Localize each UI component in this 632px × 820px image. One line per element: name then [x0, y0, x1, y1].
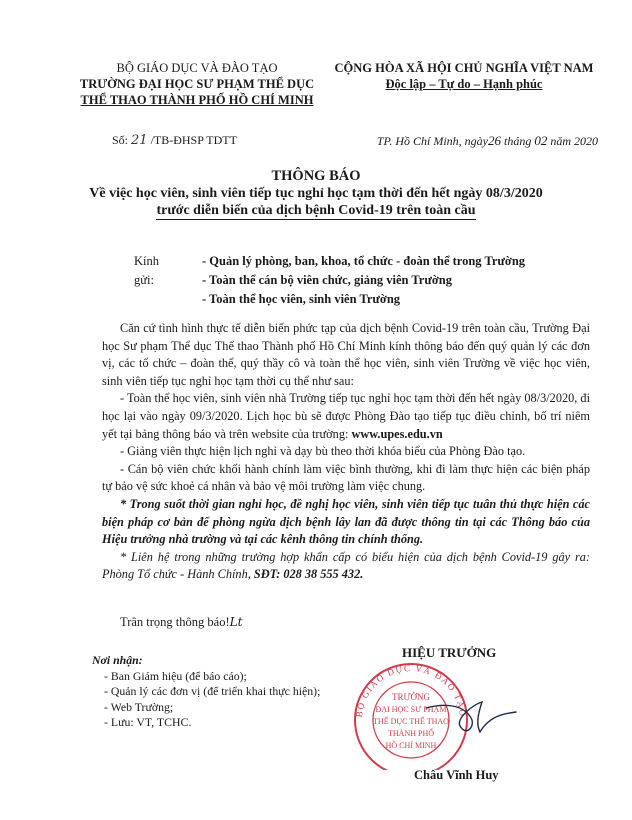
body-paragraph-emphasis: * Trong suốt thời gian nghỉ học, đề nghị học viên, sinh viên tiếp tục tuân thủ thực hiện các biện pháp cơ bản để phòng ngừa dịch bệnh lây lan đã được thông tin tại các Thông báo của Hiệu trưởng nhà trường và tại các kênh thông tin chính thống.: [102, 496, 590, 547]
document-number: Số: 21 /TB-ĐHSP TDTT: [112, 133, 237, 148]
official-seal-icon: [348, 662, 598, 770]
seal-line: ĐẠI HỌC SƯ PHẠM: [375, 705, 447, 714]
seal-and-signature: [348, 662, 598, 770]
seal-line: HỒ CHÍ MINH: [385, 741, 437, 750]
republic-name: CỘNG HÒA XÃ HỘI CHỦ NGHĨA VIỆT NAM: [334, 61, 594, 75]
body-paragraph: - Toàn thể học viên, sinh viên nhà Trường tiếp tục nghỉ học tạm thời đến hết ngày 08/3/2020, đi học lại vào ngày 09/3/2020. Lịch học bù sẽ được Phòng Đào tạo tiếp tục điều chỉnh, bố trí niêm yết tại bảng thông báo và trên website của trường: www.upes.edu.vn: [102, 391, 590, 441]
notice-body: [102, 320, 590, 584]
handwritten-number: 21: [131, 133, 148, 148]
noi-nhan-block: [92, 653, 352, 731]
notice-subject-line1: Về việc học viên, sinh viên tiếp tục nghỉ học tạm thời đến hết ngày 08/3/2020: [89, 186, 543, 201]
body-paragraph: Căn cứ tình hình thực tế diễn biến phức tạp của dịch bệnh Covid-19 trên toàn cầu, Trường Đại học Sư phạm Thể dục Thể thao Thành phố Hồ Chí Minh kính thông báo đến quý quản lý các đơn vị, các tổ chức – đoàn thể, quý thầy cô và toàn thể học viên, sinh viên Trường về việc học viên, sinh viên tiếp tục nghỉ học tạm thời cụ thể như sau:: [102, 321, 590, 388]
contact-phone: SĐT: 028 38 555 432.: [253, 567, 364, 582]
recipient-item: - Toàn thể cán bộ viên chức, giảng viên Trường: [202, 273, 452, 287]
motto: Độc lập – Tự do – Hạnh phúc: [385, 77, 543, 91]
recipient-item: - Quản lý phòng, ban, khoa, tổ chức - đoàn thể trong Trường: [202, 254, 526, 268]
closing-line: Trân trọng thông báo!Lt: [120, 615, 243, 629]
signer-name: Châu Vĩnh Huy: [414, 768, 499, 782]
notice-subject-line2: trước diễn biến của dịch bệnh Covid-19 trên toàn cầu: [156, 203, 476, 218]
university-name-line2: THỂ THAO THÀNH PHỐ HỒ CHÍ MINH: [80, 93, 314, 107]
recipient-item: - Toàn thể học viên, sinh viên Trường: [202, 292, 401, 306]
date-line: TP. Hồ Chí Minh, ngày26 tháng 02 năm 2020: [376, 133, 598, 148]
body-paragraph-contact: * Liên hệ trong những trường hợp khẩn cấp có biểu hiện của dịch bệnh Covid-19 gây ra: Phòng Tổ chức - Hành Chính, SĐT: 028 38 555 432.: [102, 549, 590, 582]
recipient-list: [202, 252, 602, 309]
noi-nhan-item: - Web Trường;: [104, 699, 174, 714]
body-paragraph: - Cán bộ viên chức khối hành chính làm việc bình thường, khi đi làm thực hiện các biện pháp tự bảo vệ sức khoẻ cá nhân và bảo vệ môi trường làm việc chung.: [102, 461, 590, 494]
handwritten-month: 02: [534, 133, 548, 148]
seal-line: TRƯỜNG: [392, 692, 430, 702]
notice-title: [60, 168, 572, 219]
noi-nhan-label: Nơi nhận:: [92, 653, 143, 667]
ministry-name: BỘ GIÁO DỤC VÀ ĐÀO TẠO: [116, 61, 278, 75]
seal-line: THÀNH PHỐ: [388, 729, 434, 738]
website-link: www.upes.edu.vn: [351, 426, 443, 441]
university-name-line1: TRƯỜNG ĐẠI HỌC SƯ PHẠM THỂ DỤC: [79, 77, 315, 91]
noi-nhan-item: - Lưu: VT, TCHC.: [104, 715, 192, 729]
signer-title: HIỆU TRƯỞNG: [402, 645, 497, 660]
handwritten-day: 26: [487, 133, 501, 148]
seal-line: THỂ DỤC THỂ THAO: [373, 717, 449, 726]
noi-nhan-item: - Ban Giám hiệu (để báo cáo);: [104, 668, 247, 683]
header-left: [62, 60, 332, 108]
header-right: [330, 60, 598, 92]
kinh-gui-label: Kính gửi:: [134, 254, 159, 287]
noi-nhan-item: - Quản lý các đơn vị (để triển khai thực hiện);: [104, 684, 321, 698]
seal-ring-text: BỘ GIÁO DỤC VÀ ĐÀO TẠO: [353, 662, 469, 718]
handwritten-initial: Lt: [229, 615, 243, 629]
notice-heading: THÔNG BÁO: [271, 168, 361, 184]
body-paragraph: - Giảng viên thực hiện lịch nghỉ và dạy bù theo thời khóa biểu của Phòng Đào tạo.: [120, 444, 526, 459]
